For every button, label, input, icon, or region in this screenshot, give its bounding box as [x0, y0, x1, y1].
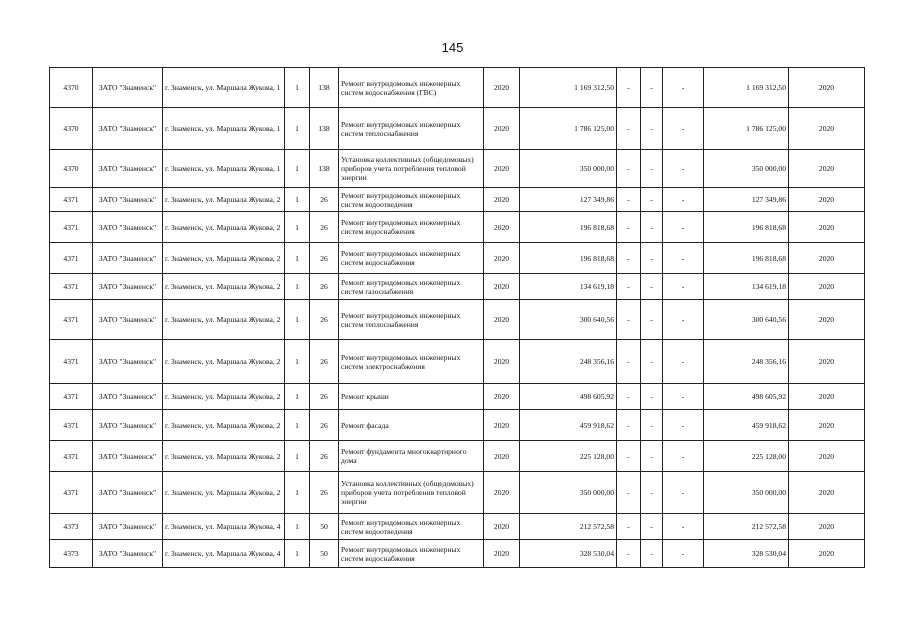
dash-cell: - [641, 472, 663, 514]
number-cell: 26 [310, 274, 339, 300]
dash-cell: - [617, 514, 641, 540]
year-cell: 2020 [484, 472, 520, 514]
table-row [50, 274, 865, 300]
cost-cell: 134 619,18 [520, 274, 617, 300]
dash-cell: - [641, 243, 663, 274]
municipality-cell: ЗАТО "Знаменск" [93, 340, 163, 384]
year-cell: 2020 [484, 212, 520, 243]
work-type-cell: Ремонт внутридомовых инженерных систем водоснабжения [339, 212, 484, 243]
work-type-cell: Ремонт внутридомовых инженерных систем водоснабжения [339, 243, 484, 274]
municipality-cell: ЗАТО "Знаменск" [93, 410, 163, 441]
dash-cell: - [617, 243, 641, 274]
number-cell: 138 [310, 108, 339, 150]
cost-total-cell: 300 640,56 [704, 300, 789, 340]
municipality-cell: ЗАТО "Знаменск" [93, 274, 163, 300]
completion-year-cell: 2020 [789, 514, 865, 540]
number-cell: 50 [310, 514, 339, 540]
table-row [50, 212, 865, 243]
count-cell: 1 [285, 243, 310, 274]
object-code-cell: 4371 [50, 472, 93, 514]
municipality-cell: ЗАТО "Знаменск" [93, 212, 163, 243]
cost-total-cell: 1 786 125,00 [704, 108, 789, 150]
work-type-cell: Ремонт внутридомовых инженерных систем электроснабжения [339, 340, 484, 384]
table-row [50, 540, 865, 568]
cost-cell: 1 786 125,00 [520, 108, 617, 150]
dash-cell: - [663, 472, 704, 514]
dash-cell: - [641, 540, 663, 568]
dash-cell: - [641, 300, 663, 340]
dash-cell: - [641, 108, 663, 150]
dash-cell: - [663, 188, 704, 212]
year-cell: 2020 [484, 188, 520, 212]
dash-cell: - [663, 340, 704, 384]
dash-cell: - [617, 441, 641, 472]
cost-cell: 225 128,00 [520, 441, 617, 472]
cost-total-cell: 350 000,00 [704, 150, 789, 188]
number-cell: 26 [310, 340, 339, 384]
dash-cell: - [663, 243, 704, 274]
address-cell: г. Знаменск, ул. Маршала Жукова, 2 [163, 384, 285, 410]
year-cell: 2020 [484, 108, 520, 150]
cost-total-cell: 248 356,16 [704, 340, 789, 384]
year-cell: 2020 [484, 150, 520, 188]
address-cell: г. Знаменск, ул. Маршала Жукова, 2 [163, 188, 285, 212]
number-cell: 26 [310, 212, 339, 243]
cost-total-cell: 350 000,00 [704, 472, 789, 514]
dash-cell: - [663, 212, 704, 243]
object-code-cell: 4373 [50, 540, 93, 568]
number-cell: 26 [310, 472, 339, 514]
dash-cell: - [617, 540, 641, 568]
cost-cell: 1 169 312,50 [520, 68, 617, 108]
municipality-cell: ЗАТО "Знаменск" [93, 68, 163, 108]
dash-cell: - [617, 274, 641, 300]
number-cell: 138 [310, 150, 339, 188]
cost-cell: 248 356,16 [520, 340, 617, 384]
dash-cell: - [663, 150, 704, 188]
municipality-cell: ЗАТО "Знаменск" [93, 188, 163, 212]
cost-total-cell: 212 572,58 [704, 514, 789, 540]
completion-year-cell: 2020 [789, 188, 865, 212]
completion-year-cell: 2020 [789, 150, 865, 188]
table-row [50, 108, 865, 150]
work-type-cell: Ремонт внутридомовых инженерных систем водоснабжения [339, 540, 484, 568]
cost-cell: 300 640,56 [520, 300, 617, 340]
table-row [50, 188, 865, 212]
completion-year-cell: 2020 [789, 410, 865, 441]
address-cell: г. Знаменск, ул. Маршала Жукова, 1 [163, 108, 285, 150]
dash-cell: - [641, 340, 663, 384]
cost-cell: 350 000,00 [520, 150, 617, 188]
table-row [50, 340, 865, 384]
cost-cell: 212 572,58 [520, 514, 617, 540]
address-cell: г. Знаменск, ул. Маршала Жукова, 2 [163, 340, 285, 384]
completion-year-cell: 2020 [789, 300, 865, 340]
dash-cell: - [617, 300, 641, 340]
cost-total-cell: 459 918,62 [704, 410, 789, 441]
dash-cell: - [641, 410, 663, 441]
cost-total-cell: 196 818,68 [704, 243, 789, 274]
year-cell: 2020 [484, 340, 520, 384]
table-row [50, 243, 865, 274]
dash-cell: - [617, 188, 641, 212]
table-row [50, 300, 865, 340]
cost-total-cell: 196 818,68 [704, 212, 789, 243]
count-cell: 1 [285, 150, 310, 188]
object-code-cell: 4371 [50, 384, 93, 410]
work-type-cell: Ремонт фундамента многоквартирного дома [339, 441, 484, 472]
municipality-cell: ЗАТО "Знаменск" [93, 514, 163, 540]
address-cell: г. Знаменск, ул. Маршала Жукова, 2 [163, 212, 285, 243]
count-cell: 1 [285, 340, 310, 384]
object-code-cell: 4371 [50, 340, 93, 384]
object-code-cell: 4373 [50, 514, 93, 540]
dash-cell: - [617, 68, 641, 108]
dash-cell: - [641, 384, 663, 410]
number-cell: 26 [310, 410, 339, 441]
cost-cell: 196 818,68 [520, 243, 617, 274]
number-cell: 26 [310, 300, 339, 340]
table-row [50, 472, 865, 514]
address-cell: г. Знаменск, ул. Маршала Жукова, 2 [163, 300, 285, 340]
completion-year-cell: 2020 [789, 243, 865, 274]
object-code-cell: 4371 [50, 274, 93, 300]
count-cell: 1 [285, 108, 310, 150]
dash-cell: - [617, 340, 641, 384]
work-type-cell: Ремонт фасада [339, 410, 484, 441]
year-cell: 2020 [484, 243, 520, 274]
dash-cell: - [641, 514, 663, 540]
count-cell: 1 [285, 274, 310, 300]
address-cell: г. Знаменск, ул. Маршала Жукова, 1 [163, 68, 285, 108]
cost-cell: 328 530,04 [520, 540, 617, 568]
work-type-cell: Ремонт внутридомовых инженерных систем газоснабжения [339, 274, 484, 300]
year-cell: 2020 [484, 410, 520, 441]
dash-cell: - [617, 150, 641, 188]
object-code-cell: 4371 [50, 441, 93, 472]
completion-year-cell: 2020 [789, 274, 865, 300]
count-cell: 1 [285, 188, 310, 212]
number-cell: 26 [310, 243, 339, 274]
table-row [50, 514, 865, 540]
count-cell: 1 [285, 68, 310, 108]
municipality-cell: ЗАТО "Знаменск" [93, 150, 163, 188]
address-cell: г. Знаменск, ул. Маршала Жукова, 4 [163, 540, 285, 568]
dash-cell: - [663, 274, 704, 300]
address-cell: г. Знаменск, ул. Маршала Жукова, 2 [163, 472, 285, 514]
completion-year-cell: 2020 [789, 441, 865, 472]
page-number: 145 [441, 40, 464, 55]
count-cell: 1 [285, 540, 310, 568]
work-type-cell: Установка коллективных (общедомовых) приборов учета потребления тепловой энергии [339, 472, 484, 514]
municipality-cell: ЗАТО "Знаменск" [93, 243, 163, 274]
dash-cell: - [641, 441, 663, 472]
year-cell: 2020 [484, 514, 520, 540]
dash-cell: - [663, 384, 704, 410]
municipality-cell: ЗАТО "Знаменск" [93, 300, 163, 340]
completion-year-cell: 2020 [789, 108, 865, 150]
count-cell: 1 [285, 514, 310, 540]
work-type-cell: Установка коллективных (общедомовых) приборов учета потребления тепловой энергии [339, 150, 484, 188]
cost-cell: 459 918,62 [520, 410, 617, 441]
count-cell: 1 [285, 441, 310, 472]
completion-year-cell: 2020 [789, 472, 865, 514]
year-cell: 2020 [484, 441, 520, 472]
address-cell: г. Знаменск, ул. Маршала Жукова, 4 [163, 514, 285, 540]
object-code-cell: 4370 [50, 68, 93, 108]
dash-cell: - [663, 410, 704, 441]
cost-total-cell: 328 530,04 [704, 540, 789, 568]
object-code-cell: 4371 [50, 410, 93, 441]
completion-year-cell: 2020 [789, 384, 865, 410]
number-cell: 50 [310, 540, 339, 568]
work-type-cell: Ремонт крыши [339, 384, 484, 410]
completion-year-cell: 2020 [789, 212, 865, 243]
number-cell: 26 [310, 441, 339, 472]
municipality-cell: ЗАТО "Знаменск" [93, 472, 163, 514]
table-row [50, 441, 865, 472]
number-cell: 26 [310, 188, 339, 212]
municipality-cell: ЗАТО "Знаменск" [93, 441, 163, 472]
table-row [50, 410, 865, 441]
dash-cell: - [641, 150, 663, 188]
dash-cell: - [663, 108, 704, 150]
address-cell: г. Знаменск, ул. Маршала Жукова, 2 [163, 410, 285, 441]
object-code-cell: 4370 [50, 150, 93, 188]
dash-cell: - [663, 68, 704, 108]
count-cell: 1 [285, 212, 310, 243]
cost-total-cell: 498 605,92 [704, 384, 789, 410]
count-cell: 1 [285, 410, 310, 441]
dash-cell: - [617, 410, 641, 441]
cost-cell: 127 349,86 [520, 188, 617, 212]
dash-cell: - [617, 108, 641, 150]
address-cell: г. Знаменск, ул. Маршала Жукова, 2 [163, 441, 285, 472]
year-cell: 2020 [484, 384, 520, 410]
dash-cell: - [641, 274, 663, 300]
year-cell: 2020 [484, 300, 520, 340]
completion-year-cell: 2020 [789, 68, 865, 108]
count-cell: 1 [285, 472, 310, 514]
municipality-cell: ЗАТО "Знаменск" [93, 540, 163, 568]
count-cell: 1 [285, 384, 310, 410]
cost-total-cell: 1 169 312,50 [704, 68, 789, 108]
work-type-cell: Ремонт внутридомовых инженерных систем теплоснабжения [339, 108, 484, 150]
cost-total-cell: 225 128,00 [704, 441, 789, 472]
object-code-cell: 4370 [50, 108, 93, 150]
completion-year-cell: 2020 [789, 340, 865, 384]
year-cell: 2020 [484, 540, 520, 568]
year-cell: 2020 [484, 68, 520, 108]
municipality-cell: ЗАТО "Знаменск" [93, 108, 163, 150]
capital-repair-table [49, 67, 865, 568]
table-row [50, 68, 865, 108]
dash-cell: - [617, 384, 641, 410]
address-cell: г. Знаменск, ул. Маршала Жукова, 1 [163, 150, 285, 188]
completion-year-cell: 2020 [789, 540, 865, 568]
dash-cell: - [663, 514, 704, 540]
cost-total-cell: 127 349,86 [704, 188, 789, 212]
dash-cell: - [641, 212, 663, 243]
address-cell: г. Знаменск, ул. Маршала Жукова, 2 [163, 243, 285, 274]
work-type-cell: Ремонт внутридомовых инженерных систем теплоснабжения [339, 300, 484, 340]
dash-cell: - [617, 212, 641, 243]
number-cell: 138 [310, 68, 339, 108]
count-cell: 1 [285, 300, 310, 340]
year-cell: 2020 [484, 274, 520, 300]
cost-cell: 196 818,68 [520, 212, 617, 243]
work-type-cell: Ремонт внутридомовых инженерных систем водоснабжения (ГВС) [339, 68, 484, 108]
address-cell: г. Знаменск, ул. Маршала Жукова, 2 [163, 274, 285, 300]
dash-cell: - [663, 441, 704, 472]
dash-cell: - [663, 300, 704, 340]
cost-cell: 498 605,92 [520, 384, 617, 410]
object-code-cell: 4371 [50, 300, 93, 340]
work-type-cell: Ремонт внутридомовых инженерных систем водоотведения [339, 514, 484, 540]
object-code-cell: 4371 [50, 243, 93, 274]
dash-cell: - [663, 540, 704, 568]
municipality-cell: ЗАТО "Знаменск" [93, 384, 163, 410]
object-code-cell: 4371 [50, 212, 93, 243]
dash-cell: - [641, 68, 663, 108]
number-cell: 26 [310, 384, 339, 410]
dash-cell: - [617, 472, 641, 514]
object-code-cell: 4371 [50, 188, 93, 212]
cost-total-cell: 134 619,18 [704, 274, 789, 300]
table-row [50, 150, 865, 188]
dash-cell: - [641, 188, 663, 212]
work-type-cell: Ремонт внутридомовых инженерных систем водоотведения [339, 188, 484, 212]
cost-cell: 350 000,00 [520, 472, 617, 514]
table-row [50, 384, 865, 410]
